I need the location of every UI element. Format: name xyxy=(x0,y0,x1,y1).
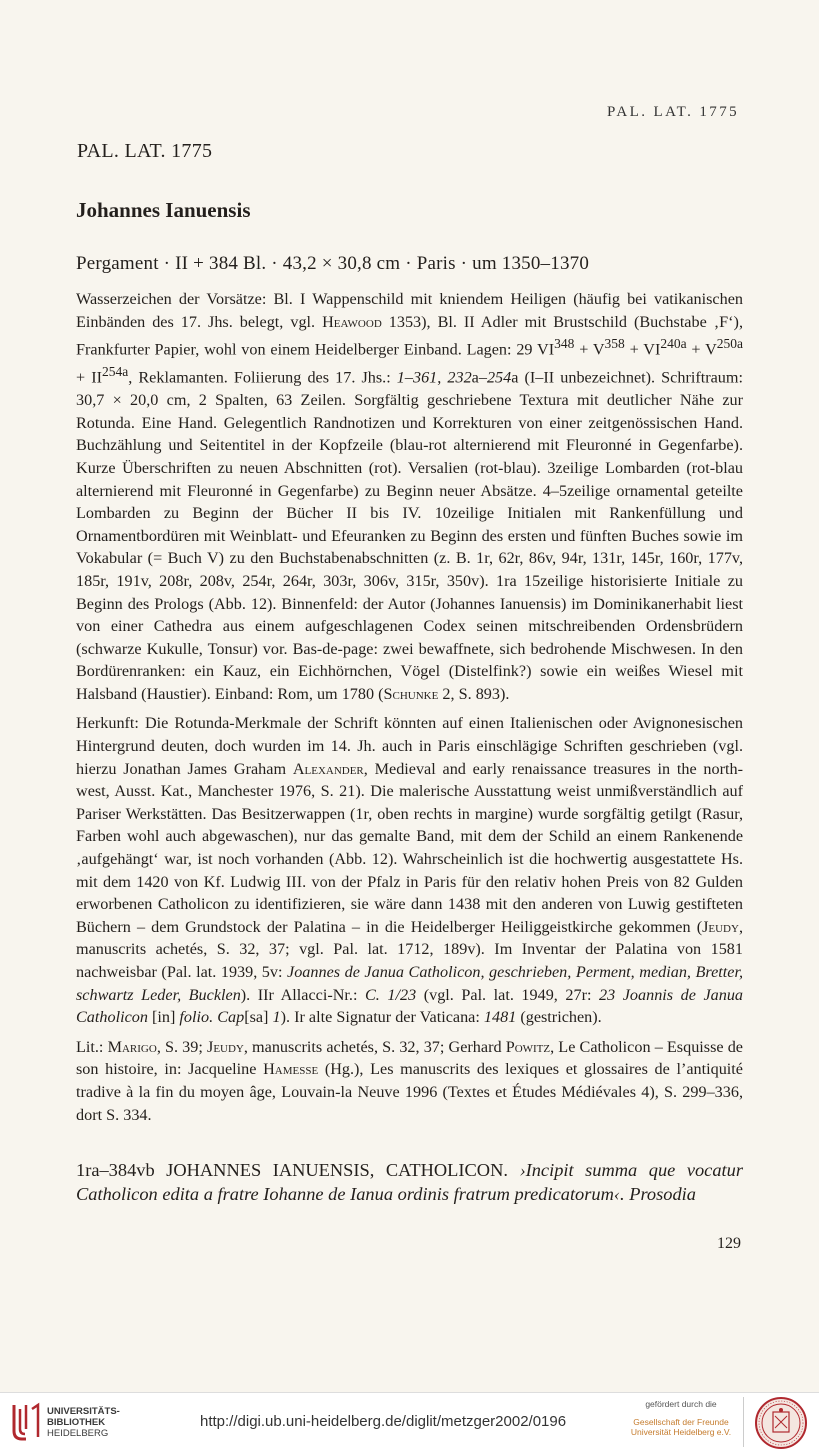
permalink-link[interactable]: http://digi.ub.uni-heidelberg.de/diglit/metzger2002/0196 xyxy=(200,1413,567,1430)
description-body xyxy=(76,288,743,1133)
incipit-line: 1ra–384vb JOHANNES IANUENSIS, CATHOLICON. ›Incipit summa que vocatur Catholicon edita a fratre Iohanne de Ianua ordinis fratrum predicatorum‹. Prosodia xyxy=(76,1160,743,1204)
shelfmark-heading: PAL. LAT. 1775 xyxy=(77,140,213,162)
ub-heidelberg-logo-icon xyxy=(8,1401,44,1443)
library-name: UNIVERSITÄTS- BIBLIOTHEK HEIDELBERG xyxy=(47,1406,120,1439)
page-number: 129 xyxy=(717,1235,741,1252)
university-seal-icon xyxy=(754,1396,808,1450)
viewer-footer xyxy=(0,1392,819,1452)
running-head: PAL. LAT. 1775 xyxy=(607,104,739,120)
physical-description: Pergament · II + 384 Bl. · 43,2 × 30,8 cm · Paris · um 1350–1370 xyxy=(76,253,590,274)
literature-paragraph: Lit.: Marigo, S. 39; Jeudy, manuscrits achetés, S. 32, 37; Gerhard Powitz, Le Catholicon – Esquisse de son histoire, in: Jacqueline Hamesse (Hg.), Les manuscrits des lexiques et glossaires de l’antiquité tradive à la fin du moyen âge, Louvain-la Neuve 1996 (Textes et Études Médiévales 4), S. 299–336, dort S. 334. xyxy=(76,1037,743,1124)
footer-divider xyxy=(743,1397,744,1447)
provenance-paragraph: Herkunft: Die Rotunda-Merkmale der Schrift könnten auf einen Italienischen oder Avignonesischen Hintergrund deuten, doch wurden im 14. Jh. auch in Paris einschlägige Schriften geschrieben (vgl. hierzu Jonathan James Graham Alexander, Medieval and early renaissance treasures in the north-west, Ausst. Kat., Manchester 1976, S. 21). Die malerische Ausstattung weist unmißverständlich auf Pariser Werkstätten. Das Besitzerwappen (1r, oben rechts in marginе) wurde sorgfältig getilgt (Rasur, Farben wohl auch abgewaschen), nur das gemalte Band, mit dem der Schild an einem Rankenende ‚aufgehängt‘ war, ist noch vorhanden (Abb. 12). Wahrscheinlich ist die hochwertig ausgestattete Hs. mit dem 1420 von Kf. Ludwig III. von der Pfalz in Paris für den relativ hohen Preis von 82 Gulden erworbenen Catholicon zu identifizieren, sie wäre dann 1438 mit den anderen von Luwig gestifteten Büchern – dem Grundstock der Palatina – in die Heidelberger Heiliggeistkirche gekommen (Jeudy, manuscrits achetés, S. 32, 37; vgl. Pal. lat. 1712, 189v). Im Inventar der Palatina von 1581 nachweisbar (Pal. lat. 1939, 5v: Joannes de Janua Catholicon, geschrieben, Perment, median, Bretter, schwartz Leder, Bucklen). IIr Allacci-Nr.: C. 1/23 (vgl. Pal. lat. 1949, 27r: 23 Joannis de Janua Catholicon [in] folio. Cap[sa] 1). Ir alte Signatur der Vaticana: 1481 (gestrichen). xyxy=(76,714,744,1027)
codicology-paragraph: Wasserzeichen der Vorsätze: Bl. I Wappenschild mit kniendem Heiligen (häufig bei vatikanischen Einbänden des 17. Jhs. belegt, vgl. Heawood 1353), Bl. II Adler mit Brustschild (Buchstabe ‚F‘), Frankfurter Papier, wohl von einem Heidelberger Einband. Lagen: 29 $VI^{348} + V^{358} + VI^{240a} + V^{250a} + II^{254a}$, Reklamanten. Foliierung des 17. Jhs.: 1–361, 232a–254a (I–II unbezeichnet). Schriftraum: 30,7 × 20,0 cm, 2 Spalten, 63 Zeilen. Sorgfältig geschriebene Textura mit deutlicher Nähe zur Rotunda. Eine Hand. Gelegentlich Randnotizen und Korrekturen von einer zeitgenössischen Hand. Buchzählung und Seitentitel in der Kopfzeile (blau-rot alternierend mit Fleuronné in Gegenfarbe). Kurze Überschriften zu neuen Abschnitten (rot). Versalien (rot-blau). 3zeilige Lombarden (rot-blau alternierend mit Fleuronné in Gegenfarbe) zu Beginn neuer Absätze. 4–5zeilige ornamental geteilte Lombarden zu Beginn der Bücher II bis IV. 10zeilige Initialen mit Rankenfüllung und Ornamentbordüren mit Weinblatt- und Efeuranken zu Beginn des ersten und fünften Buches sowie im Vokabular (= Buch V) zu den Buchstabenabschnitten (z. B. 1r, 62r, 86v, 94r, 131r, 145r, 160r, 177v, 185r, 191v, 208r, 208v, 254r, 264r, 303r, 306v, 315r, 350v). 1ra 15zeilige historisierte Initiale zu Beginn des Prologs (Abb. 12). Binnenfeld: der Autor (Johannes Ianuensis) im Dominikanerhabit liest von einer Cathedra aus einem aufgeschlagenen Codex seinen mitschreibenden Ordensbrüdern (schwarze Kukulle, Tonsur) vor. Bas-de-page: zwei bewaffnete, sich bedrohende Mischwesen. In den Bordürenranken: ein Kauz, ein Eichhörnchen, Vögel (Distelfink?) sowie ein weißes Wiesel mit Halsband (Haustier). Einband: Rom, um 1780 (Schunke 2, S. 893). xyxy=(76,290,744,703)
sponsor-block: gefördert durch die Gesellschaft der Freunde Universität Heidelberg e.V. xyxy=(630,1399,732,1437)
author-heading: Johannes Ianuensis xyxy=(76,198,251,222)
